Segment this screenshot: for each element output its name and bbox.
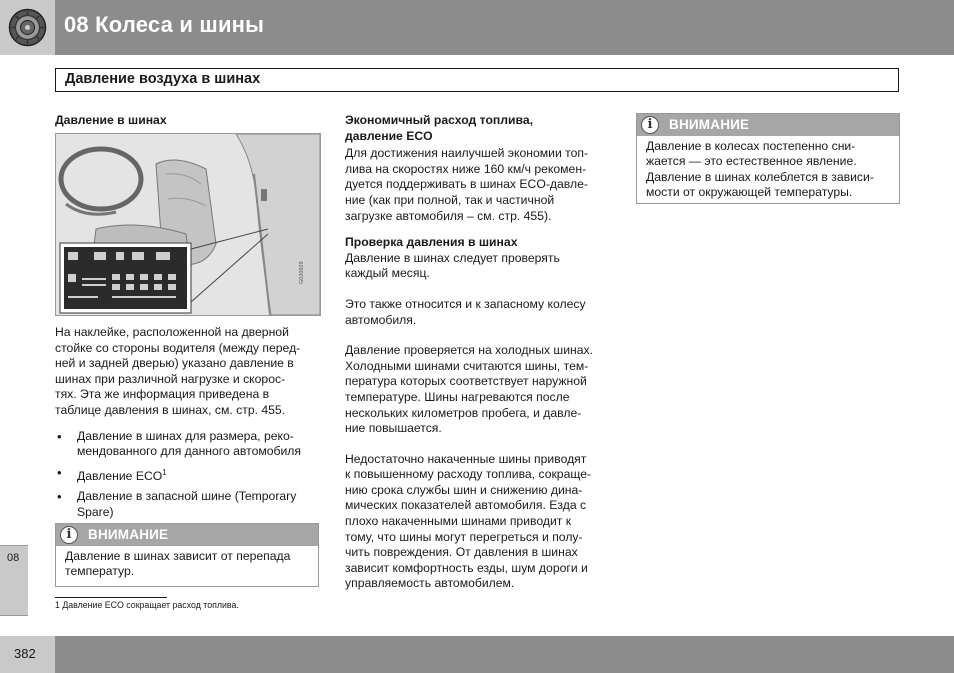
- list-item: • Давление в запасной шине (Temporary Spare): [55, 489, 321, 520]
- warning-box-pressure-drop: [636, 113, 900, 204]
- list-item: • Давление в шинах для размера, реко- мендованного для данного автомобиля: [55, 429, 321, 460]
- warning-header: [637, 114, 899, 136]
- column-1-body: [55, 325, 321, 526]
- page-number: 382: [14, 646, 36, 661]
- warning-header: [56, 524, 318, 546]
- heading-check-pressure: Проверка давления в шинах: [345, 235, 518, 250]
- cold-tires-paragraph: Давление проверяется на холодных шинах. Холодными шинами считаются шины, тем- пература которых соответствует наружной температуре. Шины нагреваются после нескольких километров пробега, и давле- ние повышается.: [345, 343, 594, 436]
- eco-paragraph: Для достижения наилучшей экономии топ- лива на скоростях ниже 160 км/ч рекомен- дуется поддерживать в шинах ECO-давле- ние (как при полной, так и частичной загрузке автомобиля – см. стр. 455).: [345, 146, 589, 223]
- info-icon: i: [641, 116, 659, 134]
- column-2: [345, 113, 613, 607]
- section-title-bar: [55, 68, 899, 92]
- car-door-pillar-figure: [55, 133, 321, 316]
- heading-eco-pressure: Экономичный расход топлива, давление ECO: [345, 113, 533, 143]
- footnote-ref[interactable]: 1: [162, 467, 167, 477]
- column-1-heading: [55, 113, 319, 131]
- warning-title: ВНИМАНИЕ: [669, 117, 750, 132]
- tire-icon: [8, 8, 47, 47]
- underinflated-paragraph: Недостаточно накаченные шины приводят к повышенному расходу топлива, сокраще- нию срока службы шин и снижению дина- мических показателей автомобиля. Езда с плохо накаченными шинами приводит к тому, что шины могут перегреться и полу- чить повреждения. От давления в шинах зависит комфортность езды, шум дороги и управляемость автомобилем.: [345, 451, 592, 591]
- figure-code: G020929: [299, 261, 305, 284]
- car-interior-illustration: [56, 134, 320, 315]
- warning-box-temperature: [55, 523, 319, 587]
- page-footer: [55, 636, 954, 673]
- pressure-types-list: [55, 429, 321, 521]
- sticker-paragraph: На наклейке, расположенной на дверной стойке со стороны водителя (между перед- ней и задней дверью) указано давление в шинах при различной нагрузке и скорос- тях. Эта же информация приведена в таблице давления в шинах, см. стр. 455.: [55, 325, 301, 417]
- check-monthly-paragraph: Давление в шинах следует проверять каждый месяц.: [345, 250, 560, 281]
- chapter-icon-box: [0, 0, 55, 55]
- side-tab-label: 08: [7, 552, 20, 564]
- warning-title: ВНИМАНИЕ: [88, 527, 169, 542]
- chapter-side-tab[interactable]: [0, 545, 28, 616]
- info-icon: i: [60, 526, 78, 544]
- list-item: • Давление ECO$^1$: [55, 465, 321, 485]
- footnote: 1 Давление ECO сокращает расход топлива.: [55, 600, 239, 610]
- spare-wheel-paragraph: Это также относится и к запасному колесу автомобиля.: [345, 296, 586, 327]
- chapter-title: 08 Колеса и шины: [64, 12, 265, 37]
- warning-text: Давление в колесах постепенно сни- жается — это естественное явление. Давление в шинах колеблется в зависи- мости от окружающей температуры.: [646, 139, 874, 200]
- warning-text: Давление в шинах зависит от перепада температур.: [65, 549, 291, 579]
- page-number-box: [0, 636, 55, 673]
- footnote-divider: [55, 597, 167, 598]
- section-title: Давление воздуха в шинах: [65, 71, 261, 87]
- heading-tire-pressure: Давление в шинах: [55, 113, 167, 127]
